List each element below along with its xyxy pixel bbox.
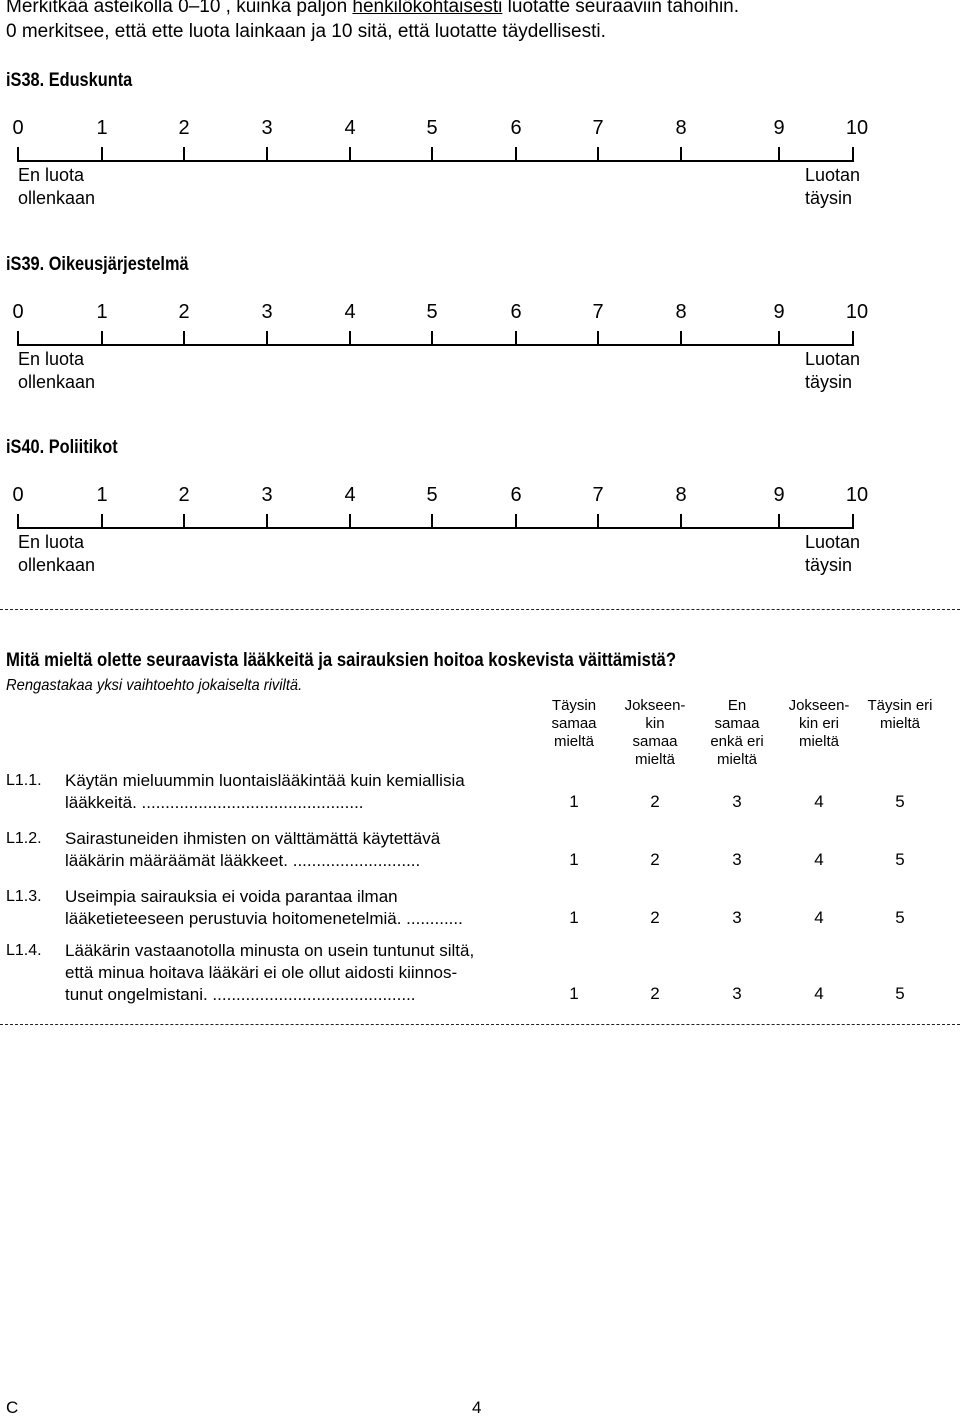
column-header-5 — [860, 697, 940, 733]
answer-option-1[interactable]: 1 — [569, 850, 579, 869]
column-header-2 — [615, 697, 695, 769]
scale-tick — [17, 514, 19, 528]
scale-number-10[interactable]: 10 — [845, 484, 869, 506]
scale-tick — [431, 147, 433, 161]
answer-option-4[interactable]: 4 — [814, 850, 824, 869]
intro-line-1 — [6, 0, 739, 17]
anchor-line: täysin — [805, 372, 853, 392]
scale-tick — [680, 147, 682, 161]
scale-tick — [778, 331, 780, 345]
scale-tick — [852, 514, 854, 528]
anchor-line: ollenkaan — [18, 372, 96, 392]
statement-line: lääkärin määräämät lääkkeet. ........................... — [65, 851, 421, 870]
column-header-3 — [697, 697, 777, 769]
intro-text: luotatte seuraaviin tahoihin. — [502, 0, 740, 17]
column-header-line: samaa — [551, 715, 597, 732]
scale-low-anchor — [18, 531, 95, 577]
answer-option-2[interactable]: 2 — [650, 850, 660, 869]
scale-number-5[interactable]: 5 — [426, 117, 438, 139]
section-divider — [0, 609, 960, 610]
scale-high-anchor — [805, 164, 860, 210]
scale-number-9[interactable]: 9 — [773, 117, 785, 139]
scale-tick — [266, 514, 268, 528]
scale-number-2[interactable]: 2 — [178, 484, 190, 506]
anchor-line: Luotan — [805, 165, 861, 185]
anchor-line: En luota — [18, 532, 85, 552]
scale-number-8[interactable]: 8 — [675, 117, 687, 139]
section-instruction: Rengastakaa yksi vaihtoehto jokaiselta riviltä. — [6, 677, 303, 694]
statement-number: L1.1. — [6, 772, 42, 789]
scale-tick — [852, 147, 854, 161]
answer-option-1[interactable]: 1 — [569, 792, 579, 811]
column-header-line: En — [727, 697, 747, 714]
scale-number-3[interactable]: 3 — [261, 484, 273, 506]
column-header-line: samaa — [714, 715, 760, 732]
scale-tick — [431, 331, 433, 345]
answer-option-3[interactable]: 3 — [732, 850, 742, 869]
answer-option-2[interactable]: 2 — [650, 984, 660, 1003]
scale-number-1[interactable]: 1 — [96, 301, 108, 323]
scale-number-1[interactable]: 1 — [96, 484, 108, 506]
answer-option-5[interactable]: 5 — [895, 984, 905, 1003]
scale-tick — [515, 147, 517, 161]
scale-number-3[interactable]: 3 — [261, 117, 273, 139]
intro-emphasis: henkilökohtaisesti — [352, 0, 503, 17]
scale-number-0[interactable]: 0 — [12, 484, 24, 506]
scale-high-anchor — [805, 348, 860, 394]
scale-tick — [17, 147, 19, 161]
scale-tick — [349, 331, 351, 345]
scale-question-label: iS40. Poliitikot — [6, 437, 118, 458]
anchor-line: Luotan — [805, 349, 861, 369]
column-header-line: kin — [645, 715, 665, 732]
scale-tick — [349, 514, 351, 528]
scale-tick — [183, 331, 185, 345]
answer-option-1[interactable]: 1 — [569, 908, 579, 927]
scale-tick — [101, 514, 103, 528]
answer-option-1[interactable]: 1 — [569, 984, 579, 1003]
column-header-line: mieltä — [716, 751, 757, 768]
statement-line: että minua hoitava lääkäri ei ole ollut aidosti kiinnos- — [65, 963, 458, 982]
scale-number-4[interactable]: 4 — [344, 117, 356, 139]
scale-number-7[interactable]: 7 — [592, 117, 604, 139]
statement-line: Käytän mieluummin luontaislääkintää kuin kemiallisia — [65, 771, 465, 790]
scale-number-0[interactable]: 0 — [12, 301, 24, 323]
statement-line: Lääkärin vastaanotolla minusta on usein tuntunut siltä, — [65, 941, 475, 960]
scale-question-label: iS39. Oikeusjärjestelmä — [6, 254, 189, 275]
column-header-4 — [779, 697, 859, 751]
scale-tick — [597, 331, 599, 345]
section-divider-bottom — [0, 1024, 960, 1025]
scale-number-9[interactable]: 9 — [773, 484, 785, 506]
scale-number-6[interactable]: 6 — [510, 484, 522, 506]
answer-option-5[interactable]: 5 — [895, 908, 905, 927]
anchor-line: täysin — [805, 555, 853, 575]
scale-low-anchor — [18, 164, 95, 210]
answer-option-2[interactable]: 2 — [650, 792, 660, 811]
scale-tick — [680, 514, 682, 528]
statement-number: L1.3. — [6, 888, 42, 905]
scale-number-5[interactable]: 5 — [426, 301, 438, 323]
scale-number-8[interactable]: 8 — [675, 301, 687, 323]
page-number: 4 — [472, 1398, 482, 1417]
statement-line: tunut ongelmistani. ........................................... — [65, 985, 416, 1004]
scale-number-3[interactable]: 3 — [261, 301, 273, 323]
scale-number-7[interactable]: 7 — [592, 301, 604, 323]
anchor-line: En luota — [18, 165, 85, 185]
statement-number: L1.4. — [6, 942, 42, 959]
scale-tick — [266, 331, 268, 345]
statement-line: lääketieteeseen perustuvia hoitomenetelmiä. ............ — [65, 909, 463, 928]
statement-line: Sairastuneiden ihmisten on välttämättä käytettävä — [65, 829, 441, 848]
intro-text: Merkitkää asteikolla 0–10 , kuinka paljon — [6, 0, 353, 17]
anchor-line: ollenkaan — [18, 188, 96, 208]
column-header-line: mieltä — [879, 715, 920, 732]
section-title: Mitä mieltä olette seuraavista lääkkeitä ja sairauksien hoitoa koskevista väittämistä? — [6, 650, 677, 671]
scale-number-2[interactable]: 2 — [178, 117, 190, 139]
scale-question-label: iS38. Eduskunta — [6, 70, 133, 91]
scale-tick — [101, 147, 103, 161]
statement-line: lääkkeitä. ............................................... — [65, 793, 364, 812]
answer-option-5[interactable]: 5 — [895, 792, 905, 811]
scale-tick — [597, 514, 599, 528]
footer-code: C — [6, 1398, 19, 1417]
scale-baseline — [17, 527, 854, 529]
answer-option-3[interactable]: 3 — [732, 792, 742, 811]
scale-number-7[interactable]: 7 — [592, 484, 604, 506]
scale-tick — [778, 514, 780, 528]
statement-text — [65, 828, 440, 872]
scale-number-5[interactable]: 5 — [426, 484, 438, 506]
answer-option-2[interactable]: 2 — [650, 908, 660, 927]
scale-baseline — [17, 160, 854, 162]
answer-option-3[interactable]: 3 — [732, 984, 742, 1003]
scale-low-anchor — [18, 348, 95, 394]
scale-tick — [778, 147, 780, 161]
scale-number-4[interactable]: 4 — [344, 301, 356, 323]
intro-line-2: 0 merkitsee, että ette luota lainkaan ja 10 sitä, että luotatte täydellisesti. — [6, 21, 606, 42]
column-header-line: enkä eri — [710, 733, 764, 750]
anchor-line: ollenkaan — [18, 555, 96, 575]
statement-line: Useimpia sairauksia ei voida parantaa ilman — [65, 887, 398, 906]
scale-tick — [597, 147, 599, 161]
scale-number-4[interactable]: 4 — [344, 484, 356, 506]
column-header-line: kin eri — [798, 715, 839, 732]
scale-tick — [852, 331, 854, 345]
scale-number-8[interactable]: 8 — [675, 484, 687, 506]
statement-number: L1.2. — [6, 830, 42, 847]
scale-number-10[interactable]: 10 — [845, 117, 869, 139]
scale-tick — [101, 331, 103, 345]
scale-number-10[interactable]: 10 — [845, 301, 869, 323]
column-header-1 — [534, 697, 614, 751]
scale-number-0[interactable]: 0 — [12, 117, 24, 139]
scale-tick — [183, 147, 185, 161]
scale-tick — [431, 514, 433, 528]
column-header-line: Täysin eri — [867, 697, 933, 714]
answer-option-4[interactable]: 4 — [814, 984, 824, 1003]
scale-number-2[interactable]: 2 — [178, 301, 190, 323]
scale-number-1[interactable]: 1 — [96, 117, 108, 139]
scale-tick — [17, 331, 19, 345]
column-header-line: mieltä — [553, 733, 594, 750]
answer-option-5[interactable]: 5 — [895, 850, 905, 869]
scale-tick — [266, 147, 268, 161]
scale-baseline — [17, 344, 854, 346]
anchor-line: Luotan — [805, 532, 861, 552]
statement-text — [65, 940, 474, 1006]
scale-tick — [515, 514, 517, 528]
scale-number-9[interactable]: 9 — [773, 301, 785, 323]
scale-tick — [515, 331, 517, 345]
column-header-line: Jokseen- — [624, 697, 686, 714]
column-header-line: Täysin — [551, 697, 597, 714]
column-header-line: Jokseen- — [788, 697, 850, 714]
scale-number-6[interactable]: 6 — [510, 301, 522, 323]
column-header-line: mieltä — [634, 751, 675, 768]
statement-text — [65, 770, 465, 814]
column-header-line: mieltä — [798, 733, 839, 750]
scale-number-6[interactable]: 6 — [510, 117, 522, 139]
anchor-line: täysin — [805, 188, 853, 208]
column-header-line: samaa — [632, 733, 678, 750]
answer-option-4[interactable]: 4 — [814, 908, 824, 927]
anchor-line: En luota — [18, 349, 85, 369]
scale-tick — [349, 147, 351, 161]
scale-high-anchor — [805, 531, 860, 577]
scale-tick — [680, 331, 682, 345]
answer-option-3[interactable]: 3 — [732, 908, 742, 927]
scale-tick — [183, 514, 185, 528]
answer-option-4[interactable]: 4 — [814, 792, 824, 811]
statement-text — [65, 886, 463, 930]
